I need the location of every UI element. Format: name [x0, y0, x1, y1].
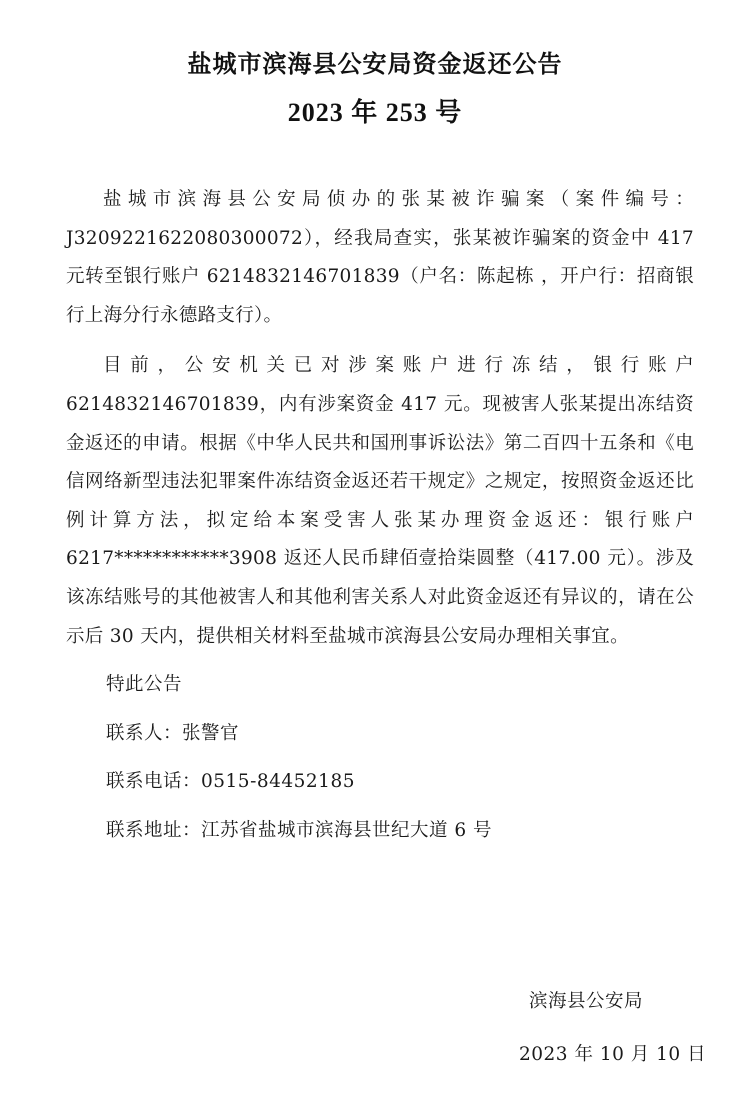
issue-date: 2023 年 10 月 10 日: [519, 1044, 707, 1065]
notice-number: 2023 年 253 号: [287, 98, 463, 127]
notice-body: [66, 181, 694, 851]
issuing-organization: 滨海县公安局: [529, 991, 644, 1012]
paragraph-case-details: 盐城市滨海县公安局侦办的张某被诈骗案（案件编号：J3209221622080300072），经我局查实，张某被诈骗案的资金中 417 元转至银行账户 6214832146701839（户名：陈起栋 ，开户行：招商银行上海分行永德路支行）。: [66, 189, 694, 326]
closing-text: 特此公告: [106, 674, 183, 696]
contact-address: 联系地址：江苏省盐城市滨海县世纪大道 6 号: [106, 819, 493, 841]
notice-title: 盐城市滨海县公安局资金返还公告: [187, 50, 563, 78]
paragraph-return-decision: 目前，公安机关已对涉案账户进行冻结，银行账户 6214832146701839，内有涉案资金 417 元。现被害人张某提出冻结资金返还的申请。根据《中华人民共和国刑事诉讼法》第二百四十五条和《电信网络新型违法犯罪案件冻结资金返还若干规定》之规定，按照资金返还比例计算方法，拟定给本案受害人张某办理资金返还：银行账户 6217************3908 返还人民币肆佰壹拾柒圆整（417.00 元）。涉及该冻结账号的其他被害人和其他利害关系人对此资金返还有异议的，请在公示后 30 天内，提供相关材料至盐城市滨海县公安局办理相关事宜。: [66, 355, 694, 647]
contact-phone: 联系电话：0515-84452185: [106, 771, 355, 793]
contact-person: 联系人：张警官: [106, 722, 240, 744]
